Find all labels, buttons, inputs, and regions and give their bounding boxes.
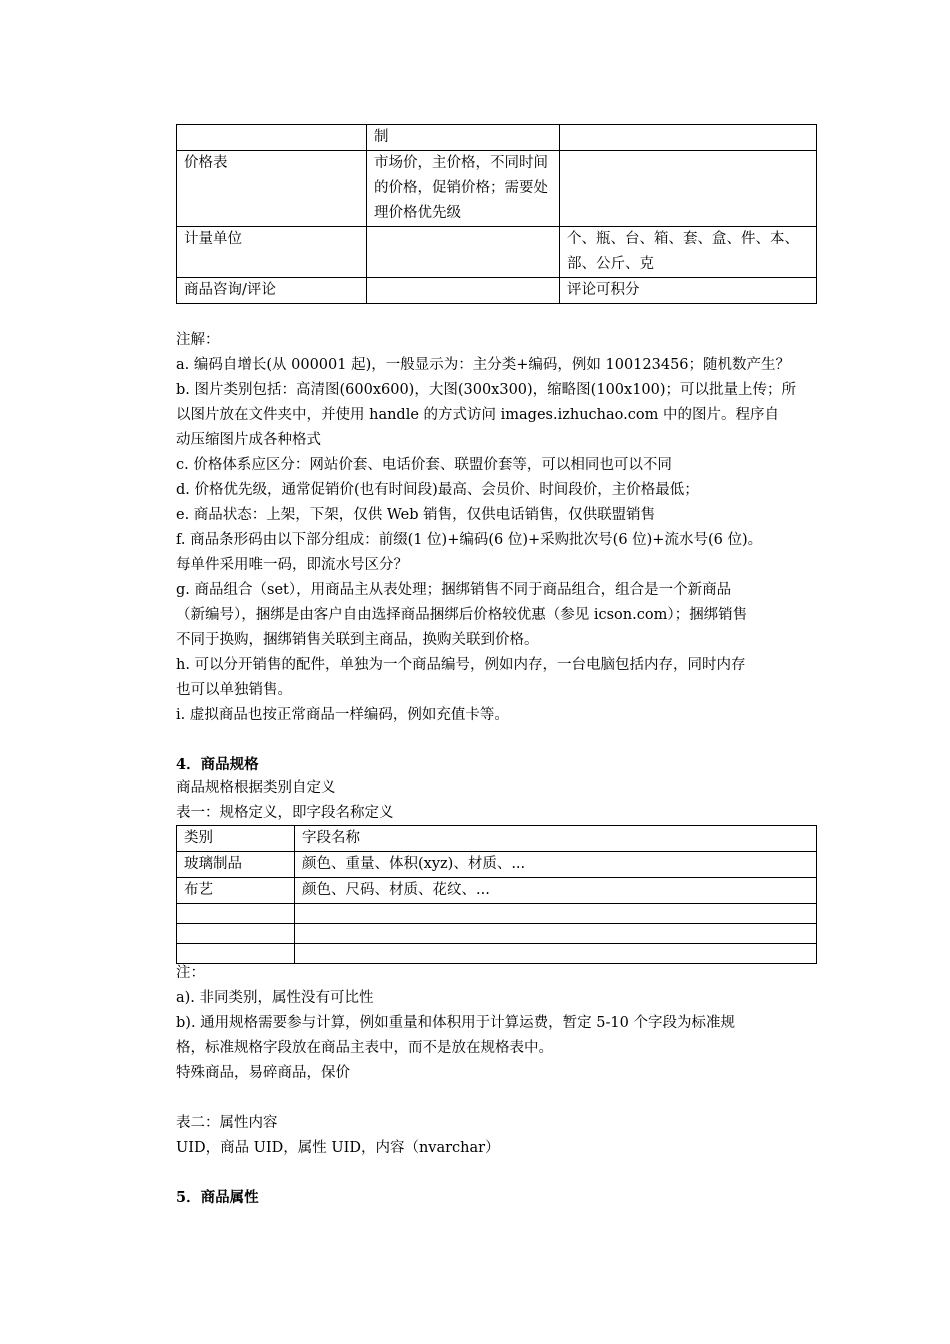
note-line: 动压缩图片成各种格式	[176, 432, 321, 448]
section-5-heading: 5．商品属性	[176, 1189, 259, 1206]
table-cell: 商品咨询/评论	[177, 278, 367, 304]
spec-note-line: a). 非同类别，属性没有可比性	[176, 990, 374, 1006]
table-row	[177, 151, 817, 227]
note-line: 不同于换购，捆绑销售关联到主商品，换购关联到价格。	[176, 632, 539, 648]
table-row	[177, 904, 817, 924]
note-line: d. 价格优先级，通常促销价(也有时间段)最高、会员价、时间段价，主价格最低；	[176, 482, 699, 498]
table-row	[177, 944, 817, 964]
table-cell	[367, 227, 560, 278]
spec-note-line: 特殊商品，易碎商品，保价	[176, 1065, 350, 1081]
table-cell	[177, 125, 367, 151]
table-header-cell: 字段名称	[295, 826, 817, 852]
note-line: 以图片放在文件夹中，并使用 handle 的方式访问 images.izhuchao.com 中的图片。程序自	[176, 407, 779, 423]
note-line: c. 价格体系应区分：网站价套、电话价套、联盟价套等，可以相同也可以不同	[176, 457, 672, 473]
note-line: f. 商品条形码由以下部分组成：前缀(1 位)+编码(6 位)+采购批次号(6 位)+流水号(6 位)。	[176, 532, 763, 548]
table-header-cell: 类别	[177, 826, 295, 852]
table-cell: 价格表	[177, 151, 367, 227]
table-row	[177, 227, 817, 278]
spec-definition-table	[176, 825, 817, 964]
table-cell	[295, 904, 817, 924]
attribute-table-caption: 表二：属性内容	[176, 1115, 278, 1131]
note-line: b. 图片类别包括：高清图(600x600)，大图(300x300)，缩略图(100x100)；可以批量上传；所	[176, 382, 797, 398]
table-cell	[560, 125, 817, 151]
table-cell: 玻璃制品	[177, 852, 295, 878]
table-cell	[295, 944, 817, 964]
note-line: e. 商品状态：上架，下架，仅供 Web 销售，仅供电话销售，仅供联盟销售	[176, 507, 656, 523]
table-cell	[177, 924, 295, 944]
spec-note-line: b). 通用规格需要参与计算，例如重量和体积用于计算运费，暂定 5-10 个字段为标准规	[176, 1015, 735, 1031]
spec-note-label: 注：	[176, 965, 205, 981]
note-line: i. 虚拟商品也按正常商品一样编码，例如充值卡等。	[176, 707, 509, 723]
section-4-intro: 商品规格根据类别自定义	[176, 780, 336, 796]
table-cell: 个、瓶、台、箱、套、盒、件、本、部、公斤、克	[560, 227, 817, 278]
table-row	[177, 924, 817, 944]
table-cell: 布艺	[177, 878, 295, 904]
table-row	[177, 125, 817, 151]
table-row	[177, 878, 817, 904]
spec-table-caption: 表一：规格定义，即字段名称定义	[176, 805, 394, 821]
note-line: （新编号），捆绑是由客户自由选择商品捆绑后价格较优惠（参见 icson.com）；捆绑销售	[176, 607, 748, 623]
table-cell: 制	[367, 125, 560, 151]
note-line: g. 商品组合（set），用商品主从表处理；捆绑销售不同于商品组合，组合是一个新商品	[176, 582, 732, 598]
attribute-table-fields: UID，商品 UID，属性 UID，内容（nvarchar）	[176, 1140, 500, 1156]
table-cell	[295, 924, 817, 944]
table-cell	[177, 904, 295, 924]
table-cell: 评论可积分	[560, 278, 817, 304]
table-cell	[367, 278, 560, 304]
note-line: 也可以单独销售。	[176, 682, 292, 698]
table-cell: 市场价，主价格，不同时间的价格，促销价格；需要处理价格优先级	[367, 151, 560, 227]
section-4-heading: 4．商品规格	[176, 756, 259, 773]
note-line: a. 编码自增长(从 000001 起)，一般显示为：主分类+编码，例如 100123456；随机数产生？	[176, 357, 791, 373]
product-attributes-table	[176, 124, 817, 304]
table-cell: 计量单位	[177, 227, 367, 278]
spec-note-line: 格，标准规格字段放在商品主表中，而不是放在规格表中。	[176, 1040, 553, 1056]
table-row	[177, 278, 817, 304]
note-line: h. 可以分开销售的配件，单独为一个商品编号，例如内存，一台电脑包括内存，同时内存	[176, 657, 746, 673]
note-line: 每单件采用唯一码，即流水号区分？	[176, 557, 408, 573]
table-row	[177, 852, 817, 878]
notes-label: 注解：	[176, 332, 220, 348]
table-cell	[560, 151, 817, 227]
table-header-row	[177, 826, 817, 852]
table-cell: 颜色、尺码、材质、花纹、...	[295, 878, 817, 904]
table-cell: 颜色、重量、体积(xyz)、材质、...	[295, 852, 817, 878]
